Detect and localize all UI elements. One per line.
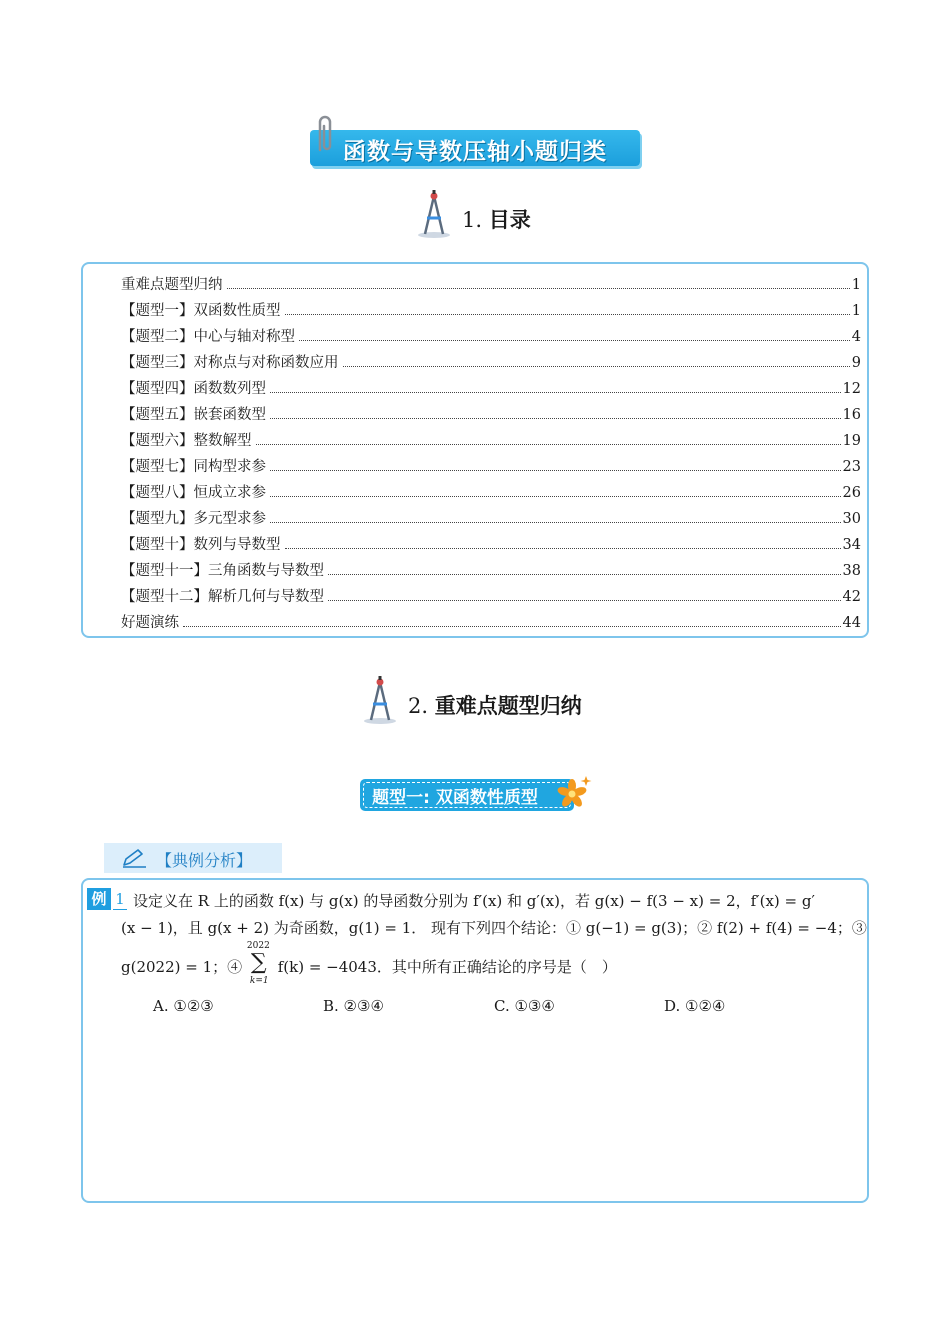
section-heading-toc <box>416 190 546 242</box>
toc-entry-page: 38 <box>842 563 861 579</box>
example-box <box>81 878 869 1203</box>
toc-entry-label: 【题型一】双函数性质型 <box>121 303 281 319</box>
example-line-3-end: f(k) = −4043．其中所有正确结论的序号是（ ） <box>277 958 617 976</box>
example-badge <box>87 888 127 910</box>
compass-icon <box>362 676 398 726</box>
toc-leader-dots <box>299 340 850 341</box>
toc-entry-label: 【题型十二】解析几何与导数型 <box>121 589 324 605</box>
section-title: 重难点题型归纳 <box>434 694 582 718</box>
toc-entry-label: 【题型七】同构型求参 <box>121 459 266 475</box>
toc-entry-label: 【题型十】数列与导数型 <box>121 537 281 553</box>
toc-entry-label: 【题型四】函数数列型 <box>121 381 266 397</box>
example-badge-char: 例 <box>87 888 111 910</box>
section-heading-types <box>362 676 602 728</box>
toc-entry[interactable] <box>121 351 861 377</box>
analysis-label: 【典例分析】 <box>156 851 253 870</box>
table-of-contents <box>81 262 869 638</box>
toc-leader-dots <box>285 548 841 549</box>
question-type-label: 题型一: 双函数性质型 <box>372 788 538 808</box>
section-number: 1. <box>462 208 483 232</box>
toc-entry[interactable] <box>121 611 861 637</box>
toc-leader-dots <box>328 574 841 575</box>
toc-entry-page: 1 <box>851 277 861 293</box>
toc-leader-dots <box>183 626 841 627</box>
toc-entry-page: 12 <box>842 381 861 397</box>
toc-entry-label: 【题型三】对称点与对称函数应用 <box>121 355 339 371</box>
toc-entry[interactable] <box>121 429 861 455</box>
section-number: 2. <box>408 694 429 718</box>
summation-lower: k=1 <box>249 976 269 986</box>
title-banner <box>310 130 642 168</box>
toc-entry[interactable] <box>121 455 861 481</box>
toc-entry[interactable] <box>121 299 861 325</box>
choice-d: D. ①②④ <box>664 997 726 1015</box>
toc-entry-page: 34 <box>842 537 861 553</box>
toc-leader-dots <box>270 470 841 471</box>
toc-list <box>121 273 861 637</box>
toc-entry-page: 4 <box>851 329 861 345</box>
compass-icon <box>416 190 452 240</box>
flower-icon <box>556 772 594 810</box>
toc-entry-label: 【题型十一】三角函数与导数型 <box>121 563 324 579</box>
toc-entry[interactable] <box>121 585 861 611</box>
pencil-icon <box>120 848 148 868</box>
toc-entry-label: 【题型五】嵌套函数型 <box>121 407 266 423</box>
toc-entry[interactable] <box>121 481 861 507</box>
toc-entry-label: 【题型九】多元型求参 <box>121 511 266 527</box>
toc-leader-dots <box>270 392 841 393</box>
choice-c: C. ①③④ <box>494 997 555 1015</box>
toc-leader-dots <box>270 522 841 523</box>
example-line-3 <box>121 941 617 986</box>
toc-entry-label: 【题型六】整数解型 <box>121 433 252 449</box>
banner-title: 函数与导数压轴小题归类 <box>343 139 607 165</box>
example-line-2: (x − 1)，且 g(x + 2) 为奇函数，g(1) = 1． 现有下列四个结论：① g(−1) = g(3)；② f(2) + f(4) = −4；③ <box>121 919 867 937</box>
toc-entry-page: 1 <box>851 303 861 319</box>
toc-leader-dots <box>343 366 850 367</box>
toc-leader-dots <box>270 496 841 497</box>
summation-upper: 2022 <box>246 941 270 951</box>
example-line-3-start: g(2022) = 1；④ <box>121 958 243 976</box>
example-line-1: 设定义在 R 上的函数 f(x) 与 g(x) 的导函数分别为 f′(x) 和 g′(x)，若 g(x) − f(3 − x) = 2，f′(x) = g′ <box>133 892 815 910</box>
toc-entry-page: 44 <box>842 615 861 631</box>
toc-leader-dots <box>227 288 850 289</box>
toc-entry[interactable] <box>121 403 861 429</box>
toc-entry[interactable] <box>121 273 861 299</box>
toc-entry-page: 26 <box>842 485 861 501</box>
toc-entry[interactable] <box>121 559 861 585</box>
toc-entry-page: 42 <box>842 589 861 605</box>
example-badge-number: 1 <box>113 888 127 910</box>
toc-entry-page: 23 <box>842 459 861 475</box>
toc-entry-label: 【题型二】中心与轴对称型 <box>121 329 295 345</box>
toc-entry-label: 重难点题型归纳 <box>121 277 223 293</box>
question-type-badge <box>360 779 574 811</box>
choice-b: B. ②③④ <box>323 997 384 1015</box>
analysis-tab <box>104 843 282 873</box>
paperclip-icon <box>312 112 338 156</box>
toc-entry[interactable] <box>121 507 861 533</box>
toc-entry[interactable] <box>121 325 861 351</box>
toc-entry[interactable] <box>121 377 861 403</box>
choice-a: A. ①②③ <box>153 997 214 1015</box>
summation-symbol: 2022 ∑ k=1 <box>246 941 270 986</box>
toc-entry-page: 16 <box>842 407 861 423</box>
banner-background <box>310 130 640 166</box>
toc-entry-label: 好题演练 <box>121 615 179 631</box>
toc-entry-label: 【题型八】恒成立求参 <box>121 485 266 501</box>
toc-entry-page: 19 <box>842 433 861 449</box>
toc-leader-dots <box>270 418 841 419</box>
toc-leader-dots <box>285 314 850 315</box>
toc-entry-page: 9 <box>851 355 861 371</box>
toc-entry[interactable] <box>121 533 861 559</box>
toc-leader-dots <box>256 444 841 445</box>
toc-leader-dots <box>328 600 841 601</box>
section-title: 目录 <box>488 208 531 232</box>
toc-entry-page: 30 <box>842 511 861 527</box>
